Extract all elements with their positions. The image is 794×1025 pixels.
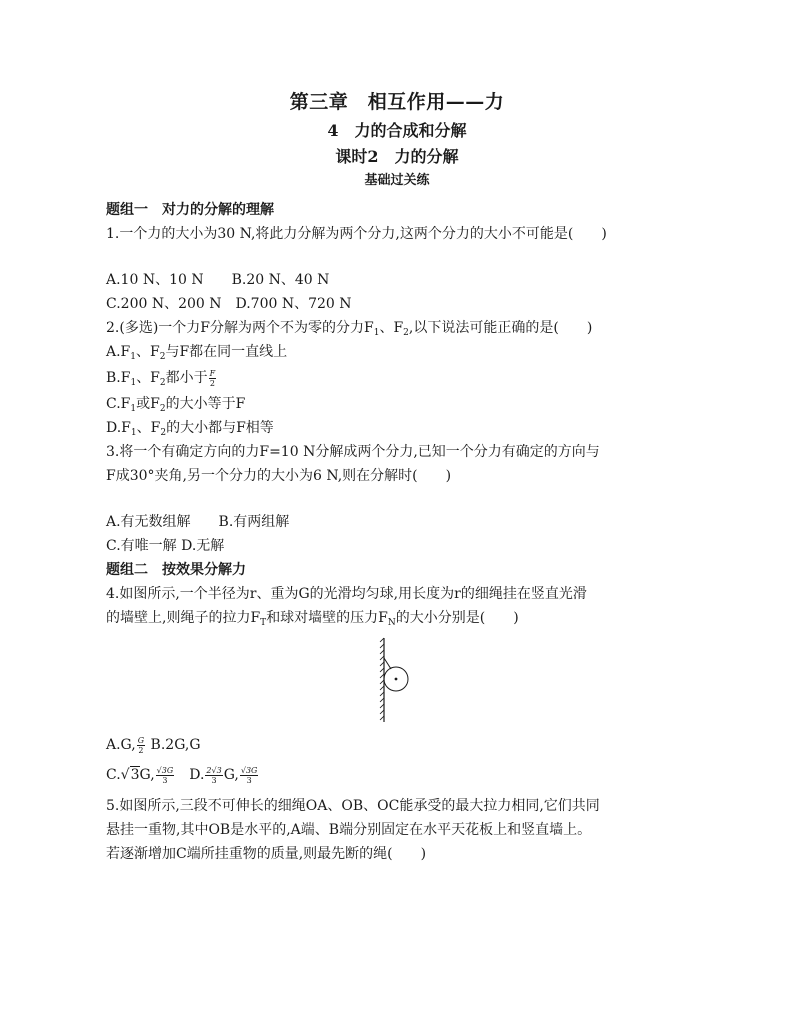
wall-ball-figure	[354, 636, 414, 724]
question-list	[106, 198, 706, 866]
q3-spacer	[106, 488, 706, 510]
sqrt-symbol: √	[120, 767, 130, 783]
chapter-title: 第三章 相互作用——力	[289, 91, 505, 113]
q1-options-row1: A.10 N、10 N B.20 N、40 N	[106, 272, 330, 288]
fraction-root3g-over-3: $\frac{√3G}{3}$	[156, 765, 174, 785]
q2-option-c: $C.F_1$或$F_2$的大小等于F	[106, 396, 246, 414]
group2-heading: 题组二 按效果分解力	[106, 562, 246, 578]
wall-hatching	[380, 638, 384, 720]
q1-spacer	[106, 246, 706, 268]
rope-line	[384, 658, 391, 669]
group1-heading: 题组一 对力的分解的理解	[106, 202, 274, 218]
q4-options-row1: A.G, $\frac{G}{2}$ B.2G,G	[106, 735, 201, 755]
q3-stem-line2: F成30°夹角,另一个分力的大小为6 N,则在分解时( )	[106, 468, 452, 484]
fraction-g-over-2: $\frac{G}{2}$	[137, 735, 145, 755]
q2-stem: 2.(多选)一个力F分解为两个不为零的分力$F_1$、$F_2$,以下说法可能正确的是( )	[106, 320, 593, 338]
q4-stem-line1: 4.如图所示,一个半径为r、重为G的光滑均匀球,用长度为r的细绳挂在竖直光滑	[106, 586, 587, 602]
lesson-title: 课时2 力的分解	[335, 147, 459, 166]
q1-stem: 1.一个力的大小为30 N,将此力分解为两个分力,这两个分力的大小不可能是( )	[106, 226, 607, 242]
q5-stem-line1: 5.如图所示,三段不可伸长的细绳OA、OB、OC能承受的最大拉力相同,它们共同	[106, 798, 600, 814]
q5-stem-line2: 悬挂一重物,其中OB是水平的,A端、B端分别固定在水平天花板上和竖直墙上。	[106, 822, 592, 838]
q1-options-row2: C.200 N、200 N D.700 N、720 N	[106, 296, 352, 312]
q4-stem-line2: 的墙壁上,则绳子的拉力$F_T$和球对墙壁的压力$F_N$的大小分别是( )	[106, 610, 519, 628]
q3-stem-line1: 3.将一个有确定方向的力F=10 N分解成两个分力,已知一个分力有确定的方向与	[106, 444, 600, 460]
fraction-root3g-over-3-d: $\frac{√3G}{3}$	[240, 765, 258, 785]
q2-option-b: $B.F_1$、$F_2$都小于 $\frac{F}{2}$	[106, 368, 216, 388]
ball-center-dot	[395, 678, 398, 681]
q4-options-row2: C.√3G, $\frac{√3G}{3}$ D. $\frac{2√3}{3}$ G, $\frac{√3G}{3}$	[106, 765, 258, 785]
q3-options-row1: A.有无数组解 B.有两组解	[106, 514, 290, 530]
section-title: 4 力的合成和分解	[327, 121, 467, 140]
q2-option-d: $D.F_1$、$F_2$的大小都与F相等	[106, 420, 274, 438]
q5-stem-line3: 若逐渐增加C端所挂重物的质量,则最先断的绳( )	[106, 846, 427, 862]
fraction-f-over-2: $\frac{F}{2}$	[209, 368, 216, 388]
fraction-2root3-over-3: $\frac{2√3}{3}$	[206, 765, 222, 785]
header	[0, 88, 794, 192]
exercise-title: 基础过关练	[364, 173, 430, 188]
q3-options-row2: C.有唯一解 D.无解	[106, 538, 225, 554]
q2-option-a: $A.F_1$、$F_2$与F都在同一直线上	[106, 344, 288, 362]
